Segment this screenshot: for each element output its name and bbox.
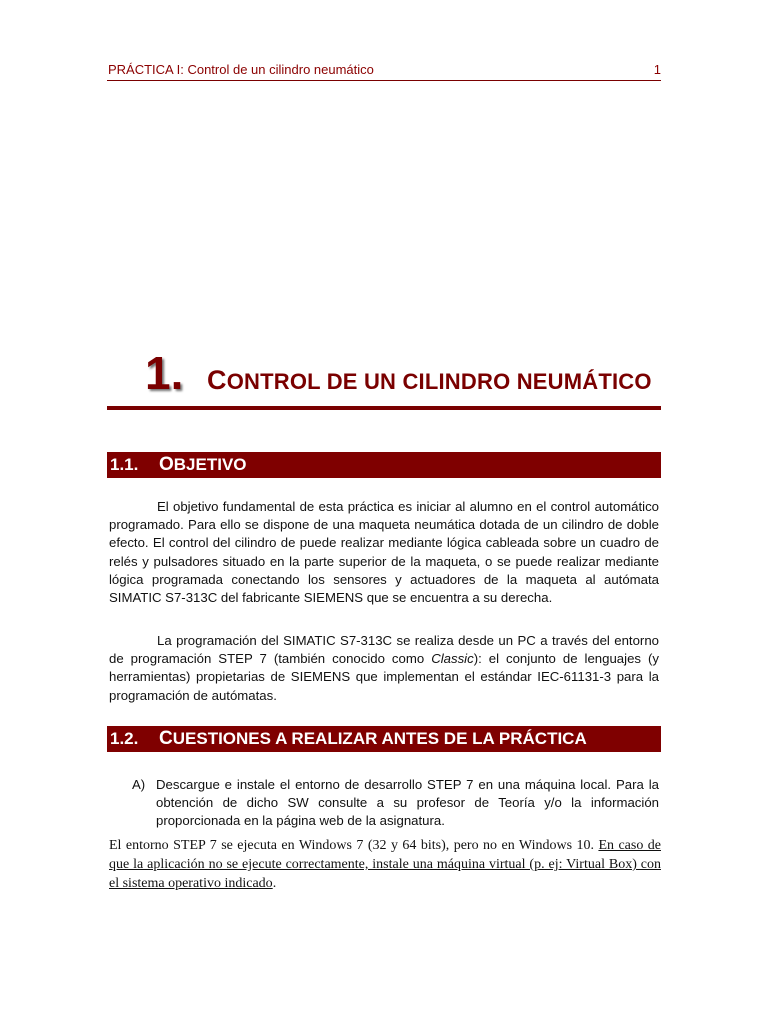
paragraph-entorno xyxy=(109,836,661,893)
paragraph-entorno-end: . xyxy=(272,876,277,891)
chapter-title xyxy=(207,366,652,396)
chapter-title-rest: ONTROL DE UN CILINDRO NEUMÁTICO xyxy=(226,369,652,394)
chapter-title-initial: C xyxy=(207,365,227,395)
section-title-rest: BJETIVO xyxy=(173,455,247,474)
paragraph-entorno-text: El entorno STEP 7 se ejecuta en Windows 7 (32 y 64 bits), pero no en Windows 10. xyxy=(109,838,599,853)
paragraph-programacion xyxy=(109,632,659,705)
chapter-number: 1. xyxy=(145,347,184,399)
section-title-initial: O xyxy=(159,454,174,475)
section-title-initial: C xyxy=(159,728,173,749)
page-header xyxy=(107,62,661,81)
section-title xyxy=(159,728,587,750)
paragraph-programacion-text-1: La programación del SIMATIC S7-313C se realiza desde un PC a través del entorno de programación STEP 7 (también conocido como xyxy=(109,633,659,667)
paragraph-objetivo-text: El objetivo fundamental de esta práctica es iniciar al alumno en el control automático programado. Para ello se dispone de una maqueta neumática dotada de un cilindro de doble efecto. El control del cilindro de puede realizar mediante lógica cableada sobre un cuadro de relés y pulsadores situado en la parte superior de la maqueta, o se puede realizar mediante lógica programada conectando los sensores y actuadores de la maqueta al autómata SIMATIC S7-313C del fabricante SIEMENS que se encuentra a su derecha. xyxy=(109,499,659,606)
section-number: 1.1. xyxy=(110,455,139,474)
paragraph-programacion-italic: Classic xyxy=(431,651,474,667)
section-number: 1.2. xyxy=(110,729,139,748)
section-title-rest: UESTIONES A REALIZAR ANTES DE LA PRÁCTICA xyxy=(172,729,587,748)
list-marker: A) xyxy=(132,777,146,792)
paragraph-programacion-text-2: ): el conjunto de lenguajes (y herramientas) propietarias de SIEMENS que implementan el estándar IEC-61131-3 para la programación de autómatas. xyxy=(109,651,659,703)
header-title: PRÁCTICA I: Control de un cilindro neumático xyxy=(108,62,374,77)
chapter-heading xyxy=(107,348,661,410)
section-heading-objetivo xyxy=(107,452,661,478)
header-page-number: 1 xyxy=(653,62,661,77)
section-title xyxy=(159,454,247,476)
paragraph-objetivo xyxy=(109,498,659,607)
paragraph-entorno-underlined: En caso de que la aplicación no se ejecute correctamente, instale una máquina virtual (p. ej: Virtual Box) con el sistema operativo indicado xyxy=(109,838,661,891)
section-heading-cuestiones xyxy=(107,726,661,752)
list-item-text: Descargue e instale el entorno de desarrollo STEP 7 en una máquina local. Para la obtención de dicho SW consulte a su profesor de Teoría y/o la información proporcionada en la página web de la asignatura. xyxy=(156,777,659,829)
